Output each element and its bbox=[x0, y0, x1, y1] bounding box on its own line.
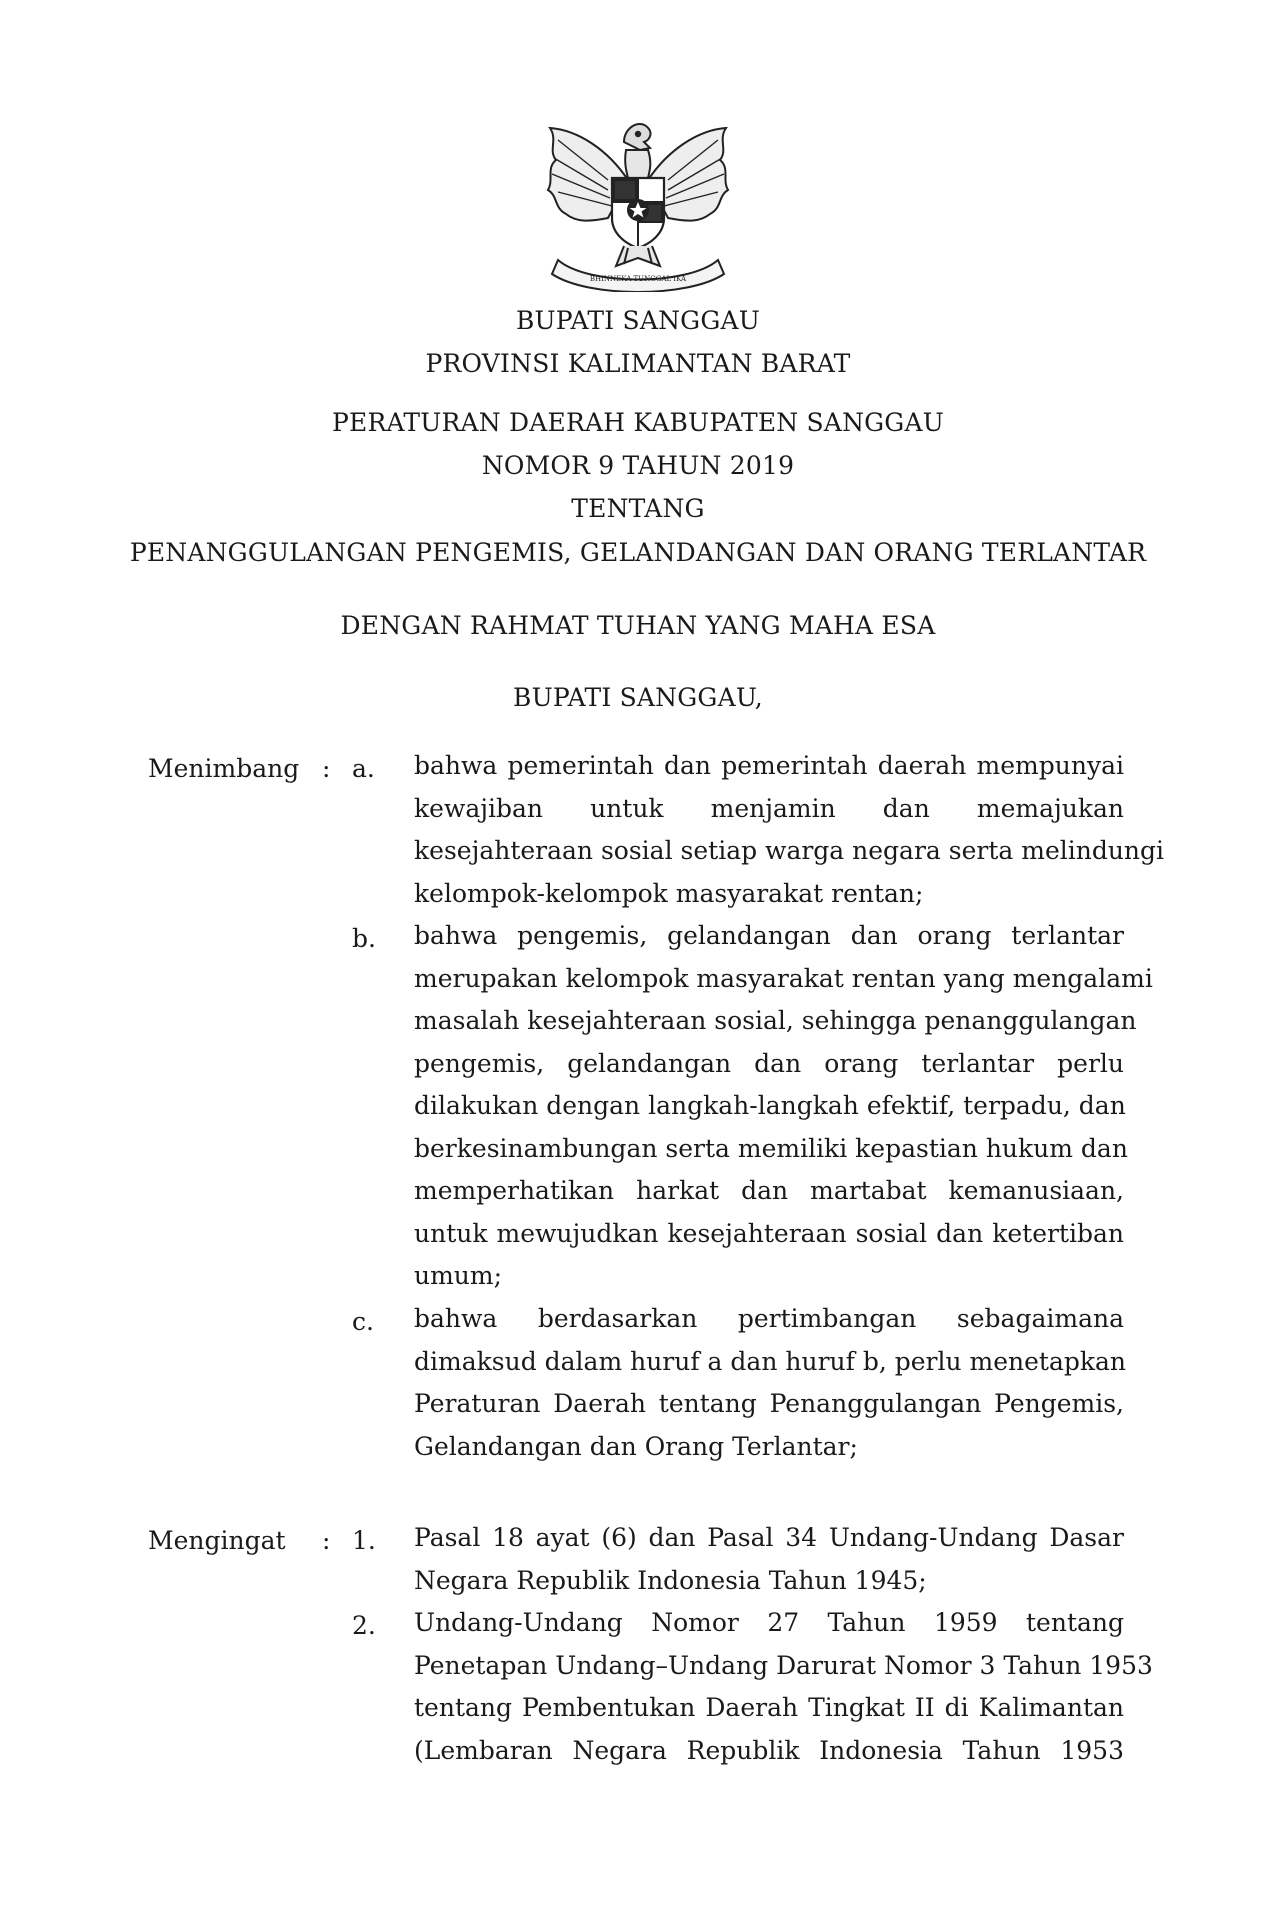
item-text bbox=[414, 745, 1165, 915]
regulation-title: PERATURAN DAERAH KABUPATEN SANGGAU bbox=[331, 408, 945, 437]
item-text bbox=[414, 1298, 1127, 1468]
item-marker: c. bbox=[352, 1307, 374, 1336]
regent-signature-heading: BUPATI SANGGAU, bbox=[513, 683, 763, 712]
text-line: memperhatikan harkat dan martabat kemanusiaan, bbox=[414, 1176, 1124, 1205]
item-text bbox=[414, 915, 1153, 1298]
province-title: PROVINSI KALIMANTAN BARAT bbox=[425, 349, 851, 378]
item-marker: b. bbox=[352, 924, 376, 953]
text-line: bahwa berdasarkan pertimbangan sebagaimana bbox=[414, 1304, 1124, 1333]
text-line: bahwa pemerintah dan pemerintah daerah mempunyai bbox=[414, 751, 1124, 780]
text-line: Penetapan Undang–Undang Darurat Nomor 3 Tahun 1953 bbox=[414, 1650, 1153, 1680]
text-line: Pasal 18 ayat (6) dan Pasal 34 Undang-Undang Dasar bbox=[414, 1523, 1124, 1552]
text-line: Gelandangan dan Orang Terlantar; bbox=[414, 1431, 858, 1461]
text-line: masalah kesejahteraan sosial, sehingga penanggulangan bbox=[414, 1006, 1137, 1035]
text-line: kelompok-kelompok masyarakat rentan; bbox=[414, 878, 924, 908]
regulation-number: NOMOR 9 TAHUN 2019 bbox=[481, 451, 795, 480]
regulation-subject: PENANGGULANGAN PENGEMIS, GELANDANGAN DAN ORANG TERLANTAR bbox=[129, 538, 1147, 567]
text-line: kesejahteraan sosial setiap warga negara serta melindungi bbox=[414, 836, 1165, 865]
about-heading: TENTANG bbox=[571, 494, 705, 523]
text-line: bahwa pengemis, gelandangan dan orang terlantar bbox=[414, 921, 1124, 950]
item-marker: 2. bbox=[352, 1611, 376, 1640]
item-text bbox=[414, 1602, 1153, 1772]
text-line: dilakukan dengan langkah-langkah efektif, terpadu, dan bbox=[414, 1091, 1126, 1120]
item-marker: a. bbox=[352, 754, 375, 783]
item-marker: 1. bbox=[352, 1526, 376, 1555]
regent-title: BUPATI SANGGAU bbox=[515, 306, 761, 335]
text-line: Peraturan Daerah tentang Penanggulangan Pengemis, bbox=[414, 1389, 1124, 1418]
text-line: tentang Pembentukan Daerah Tingkat II di Kalimantan bbox=[414, 1693, 1124, 1722]
text-line: untuk mewujudkan kesejahteraan sosial dan ketertiban bbox=[414, 1218, 1124, 1248]
text-line: dimaksud dalam huruf a dan huruf b, perlu menetapkan bbox=[414, 1346, 1127, 1376]
text-line: kewajiban untuk menjamin dan memajukan bbox=[414, 793, 1124, 823]
menimbang-label: Menimbang bbox=[148, 754, 300, 783]
menimbang-colon: : bbox=[322, 754, 331, 783]
blessing-line: DENGAN RAHMAT TUHAN YANG MAHA ESA bbox=[340, 611, 936, 640]
garuda-emblem-icon bbox=[528, 110, 748, 292]
emblem-motto: BHINNEKA TUNGGAL IKA bbox=[589, 275, 687, 283]
text-line: pengemis, gelandangan dan orang terlantar perlu bbox=[414, 1048, 1124, 1078]
item-text bbox=[414, 1517, 1124, 1602]
text-line: (Lembaran Negara Republik Indonesia Tahun 1953 bbox=[414, 1735, 1124, 1765]
text-line: merupakan kelompok masyarakat rentan yang mengalami bbox=[414, 963, 1153, 993]
text-line: Undang-Undang Nomor 27 Tahun 1959 tentang bbox=[414, 1608, 1124, 1637]
text-line: Negara Republik Indonesia Tahun 1945; bbox=[414, 1565, 927, 1595]
mengingat-colon: : bbox=[322, 1526, 331, 1555]
text-line: umum; bbox=[414, 1261, 503, 1290]
text-line: berkesinambungan serta memiliki kepastian hukum dan bbox=[414, 1133, 1128, 1163]
mengingat-label: Mengingat bbox=[148, 1526, 286, 1555]
